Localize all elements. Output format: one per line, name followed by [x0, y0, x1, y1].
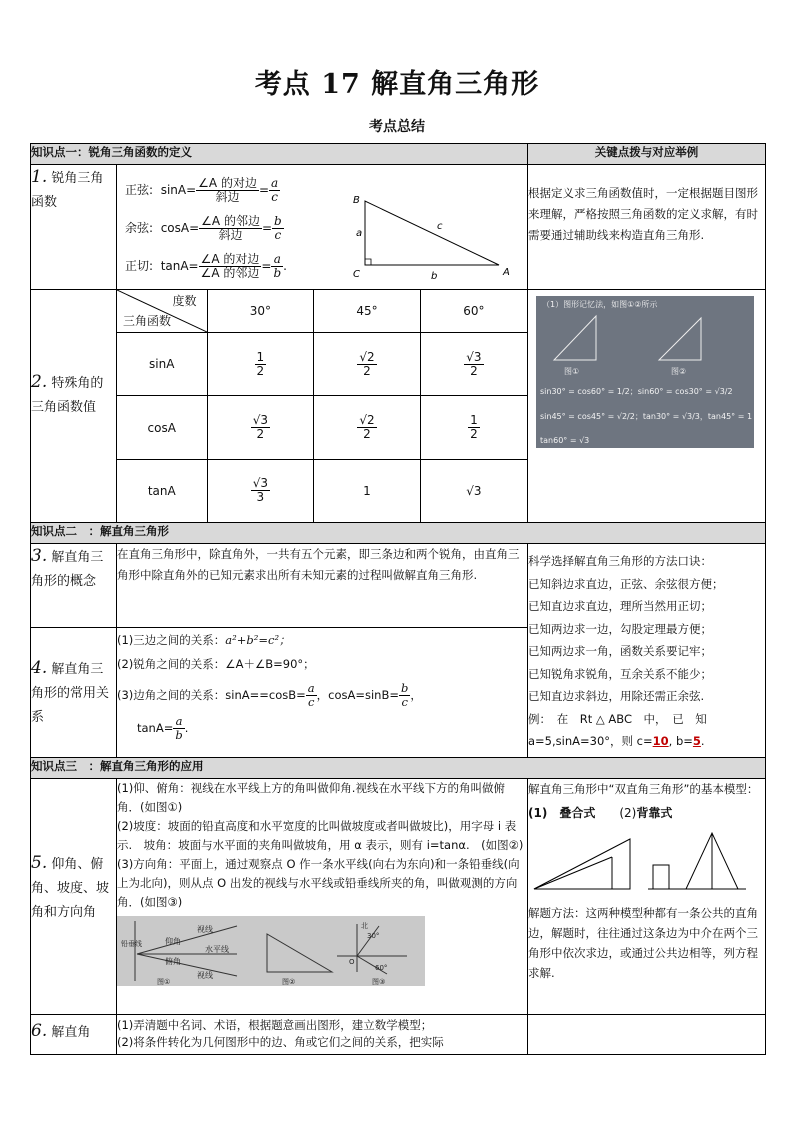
row1-key-point: 根据定义求三角函数值时，一定根据题目图形来理解，严格按照三角函数的定义求解，有时需要通过辅助线来构造直角三角形.	[528, 165, 766, 290]
right-angle-mark	[365, 259, 371, 265]
row-steps	[31, 1015, 766, 1055]
special-values-cell	[117, 290, 528, 523]
row6-label-cell: 6. 解直角	[31, 1015, 117, 1055]
photo-caption: （1）图形记忆法，如图①②所示	[542, 300, 658, 309]
svg-text:仰角: 仰角	[165, 937, 181, 946]
example-answer-c: 10	[652, 734, 669, 748]
svg-text:铅垂线: 铅垂线	[121, 940, 142, 948]
row5-content: (1)仰、俯角：视线在水平线上方的角叫做仰角.视线在水平线下方的角叫做俯角．(如图①) (2)坡度：坡面的铅直高度和水平宽度的比叫做坡度或者叫做坡比)，用字母 i 表示. 坡角：坡面与水平面的夹角叫做坡角，用 α 表示，则有 i=tanα. (如图②) (3)方向角：平面上，通过观察点 O 作一条水平线(向右为东向)和一条铅垂线(向上为北向)，则从点 O 出发的视线与水平线或铅垂线所夹的角，叫做观测的方向角．(如图③) 视线 仰角 水平线 俯角 视线 铅垂线 北 30° O 60° 图① 图② 图③	[117, 779, 528, 1015]
special-values-table	[117, 290, 527, 522]
angle-30: 30°	[207, 290, 314, 332]
vertex-B: B	[353, 195, 360, 206]
tan-definition: 正切: tanA= $\frac{\text{∠A 的对边}}{\text{∠A 的邻边}}$ = $\frac{a}{b}$ .	[125, 252, 287, 280]
row6-label: 解直角	[51, 1025, 91, 1040]
row4-label-cell: 4. 解直角三角形的常用关系	[31, 628, 117, 758]
side-a: a	[356, 228, 363, 239]
sin45-value: $\frac{√2}{2}$	[314, 332, 421, 396]
photo-line3: tan60° = √3	[540, 436, 590, 445]
row-application	[31, 779, 766, 1015]
photo-line1: sin30° = cos60° = 1/2；sin60° = cos30° = √3/2	[540, 387, 733, 396]
cos45-value: $\frac{√2}{2}$	[314, 396, 421, 460]
row2-photo-cell	[528, 290, 766, 523]
photo-fig1: 图①	[564, 367, 580, 376]
section3-header: 知识点三 ：解直角三角形的应用	[31, 758, 766, 779]
vertex-A: A	[503, 267, 510, 278]
row-special-angles	[31, 290, 766, 523]
side-b: b	[431, 271, 438, 282]
page-subtitle: 考点总结	[369, 119, 425, 135]
tan60-value: √3	[420, 459, 527, 522]
corner-cell	[117, 290, 207, 332]
row2-num: 2.	[31, 372, 48, 392]
row1-num: 1.	[31, 167, 48, 187]
example-answer-b: 5	[692, 734, 701, 748]
trig-definitions	[125, 171, 287, 285]
cos60-value: $\frac{1}{2}$	[420, 396, 527, 460]
sin30-value: $\frac{1}{2}$	[207, 332, 314, 396]
fn-sin: sinA	[117, 332, 207, 396]
angle-figures	[117, 916, 425, 986]
svg-text:图②: 图②	[282, 978, 296, 986]
angle-60: 60°	[420, 290, 527, 332]
solve-method-mnemonic: 科学选择解直角三角形的方法口诀： 已知斜边求直边，正弦、余弦很方便； 已知直边求直边，理所当然用正切； 已知两边求一边，勾股定理最方便； 已知两边求一角，函数关系要记牢； 已知锐角求锐角，互余关系不能少； 已知直边求斜边，用除还需正余弦. 例： 在 Rt △ ABC 中， 已 知 a=5,sinA=30°，则 c=10, b=5.	[528, 544, 766, 758]
row2-label: 特殊角的三角函数值	[31, 376, 104, 415]
right-triangle-diagram	[347, 189, 522, 284]
tan30-value: $\frac{√3}{3}$	[207, 459, 314, 522]
svg-text:图①: 图①	[157, 978, 171, 986]
cos-definition: 余弦: cosA= $\frac{\text{∠A 的邻边}}{\text{斜边}}$ = $\frac{b}{c}$	[125, 214, 282, 242]
row3-label: 解直角三角形的概念	[31, 550, 104, 589]
svg-text:俯角: 俯角	[165, 957, 181, 966]
double-triangle-models: 解直角三角形中“双直角三角形”的基本模型： (1) 叠合式 (2)背靠式 解题方法：这两种模型种都有一条公共的直角边，解题时，往往通过这条边为中介在两个三角形中依次求边，或通过公共边相等，列方程求解.	[528, 779, 766, 1015]
angle-45: 45°	[314, 290, 421, 332]
fn-cos: cosA	[117, 396, 207, 460]
tan45-value: 1	[314, 459, 421, 522]
row4-label: 解直角三角形的常用关系	[31, 662, 110, 725]
section2-header: 知识点二 ：解直角三角形	[31, 523, 766, 544]
row-solve-concept	[31, 544, 766, 628]
example: 例： 在 Rt △ ABC 中， 已 知 a=5,sinA=30°，则 c=10, b=5.	[528, 711, 707, 748]
svg-text:视线: 视线	[197, 971, 213, 980]
row3-text: 在直角三角形中，除直角外，一共有五个元素，即三条边和两个锐角，由直角三角形中除直角外的已知元素求出所有未知元素的过程叫做解直角三角形.	[117, 544, 528, 628]
row3-label-cell: 3. 解直角三角形的概念	[31, 544, 117, 628]
row5-label: 仰角、俯角、坡度、坡角和方向角	[31, 857, 110, 920]
sin-fraction: $\frac{\text{∠A 的对边}}{\text{斜边}}$	[198, 176, 257, 204]
svg-text:北: 北	[361, 922, 368, 930]
sin60-value: $\frac{√3}{2}$	[420, 332, 527, 396]
vertex-C: C	[353, 269, 360, 280]
tan-fraction: $\frac{\text{∠A 的对边}}{\text{∠A 的邻边}}$	[200, 252, 260, 280]
corner-top: 度数	[172, 294, 197, 308]
row6-content: (1)弄清题中名词、术语，根据题意画出图形，建立数学模型； (2)将条件转化为几何图形中的边、角或它们之间的关系，把实际	[117, 1015, 528, 1055]
svg-text:30°: 30°	[367, 932, 380, 940]
model-figures	[528, 827, 750, 897]
svg-text:图③: 图③	[372, 978, 386, 986]
row4-relations: (1)三边之间的关系：a²+b²=c²； (2)锐角之间的关系：∠A＋∠B=90°； (3)边角之间的关系：sinA==cosB= $\frac{a}{c}$ ，cosA=sinB= $\frac{b}{c}$ ， tanA= $\frac{a}{b}$ .	[117, 628, 528, 758]
special-angles-photo	[536, 296, 754, 448]
row5-label-cell: 5. 仰角、俯角、坡度、坡角和方向角	[31, 779, 117, 1015]
corner-bottom: 三角函数	[123, 313, 172, 328]
page-title: 考点 17 解直角三角形	[254, 69, 540, 100]
row1-label: 锐角三角函数	[31, 171, 104, 210]
row2-label-cell	[31, 290, 117, 523]
svg-text:视线: 视线	[197, 925, 213, 934]
svg-text:60°: 60°	[375, 964, 388, 972]
row1-label-cell	[31, 165, 117, 290]
summary-table	[30, 143, 766, 1055]
cos30-value: $\frac{√3}{2}$	[207, 396, 314, 460]
sin-definition: 正弦: sinA= $\frac{\text{∠A 的对边}}{\text{斜边}}$ = $\frac{a}{c}$	[125, 176, 279, 204]
photo-fig2: 图②	[671, 367, 687, 376]
side-c: c	[437, 221, 443, 232]
section1-header	[31, 144, 766, 165]
cos-fraction: $\frac{\text{∠A 的邻边}}{\text{斜边}}$	[201, 214, 260, 242]
row-acute-trig	[31, 165, 766, 290]
row1-definitions	[117, 165, 528, 290]
fn-tan: tanA	[117, 459, 207, 522]
photo-line2: sin45° = cos45° = √2/2；tan30° = √3/3，tan45° = 1	[540, 412, 753, 421]
svg-text:水平线: 水平线	[205, 945, 229, 954]
svg-text:O: O	[349, 958, 355, 966]
section1-header-left: 知识点一：锐角三角函数的定义	[31, 144, 528, 165]
triangle-shape	[365, 201, 499, 265]
section1-header-right: 关键点拨与对应举例	[528, 144, 766, 165]
photo-triangles	[536, 308, 754, 378]
